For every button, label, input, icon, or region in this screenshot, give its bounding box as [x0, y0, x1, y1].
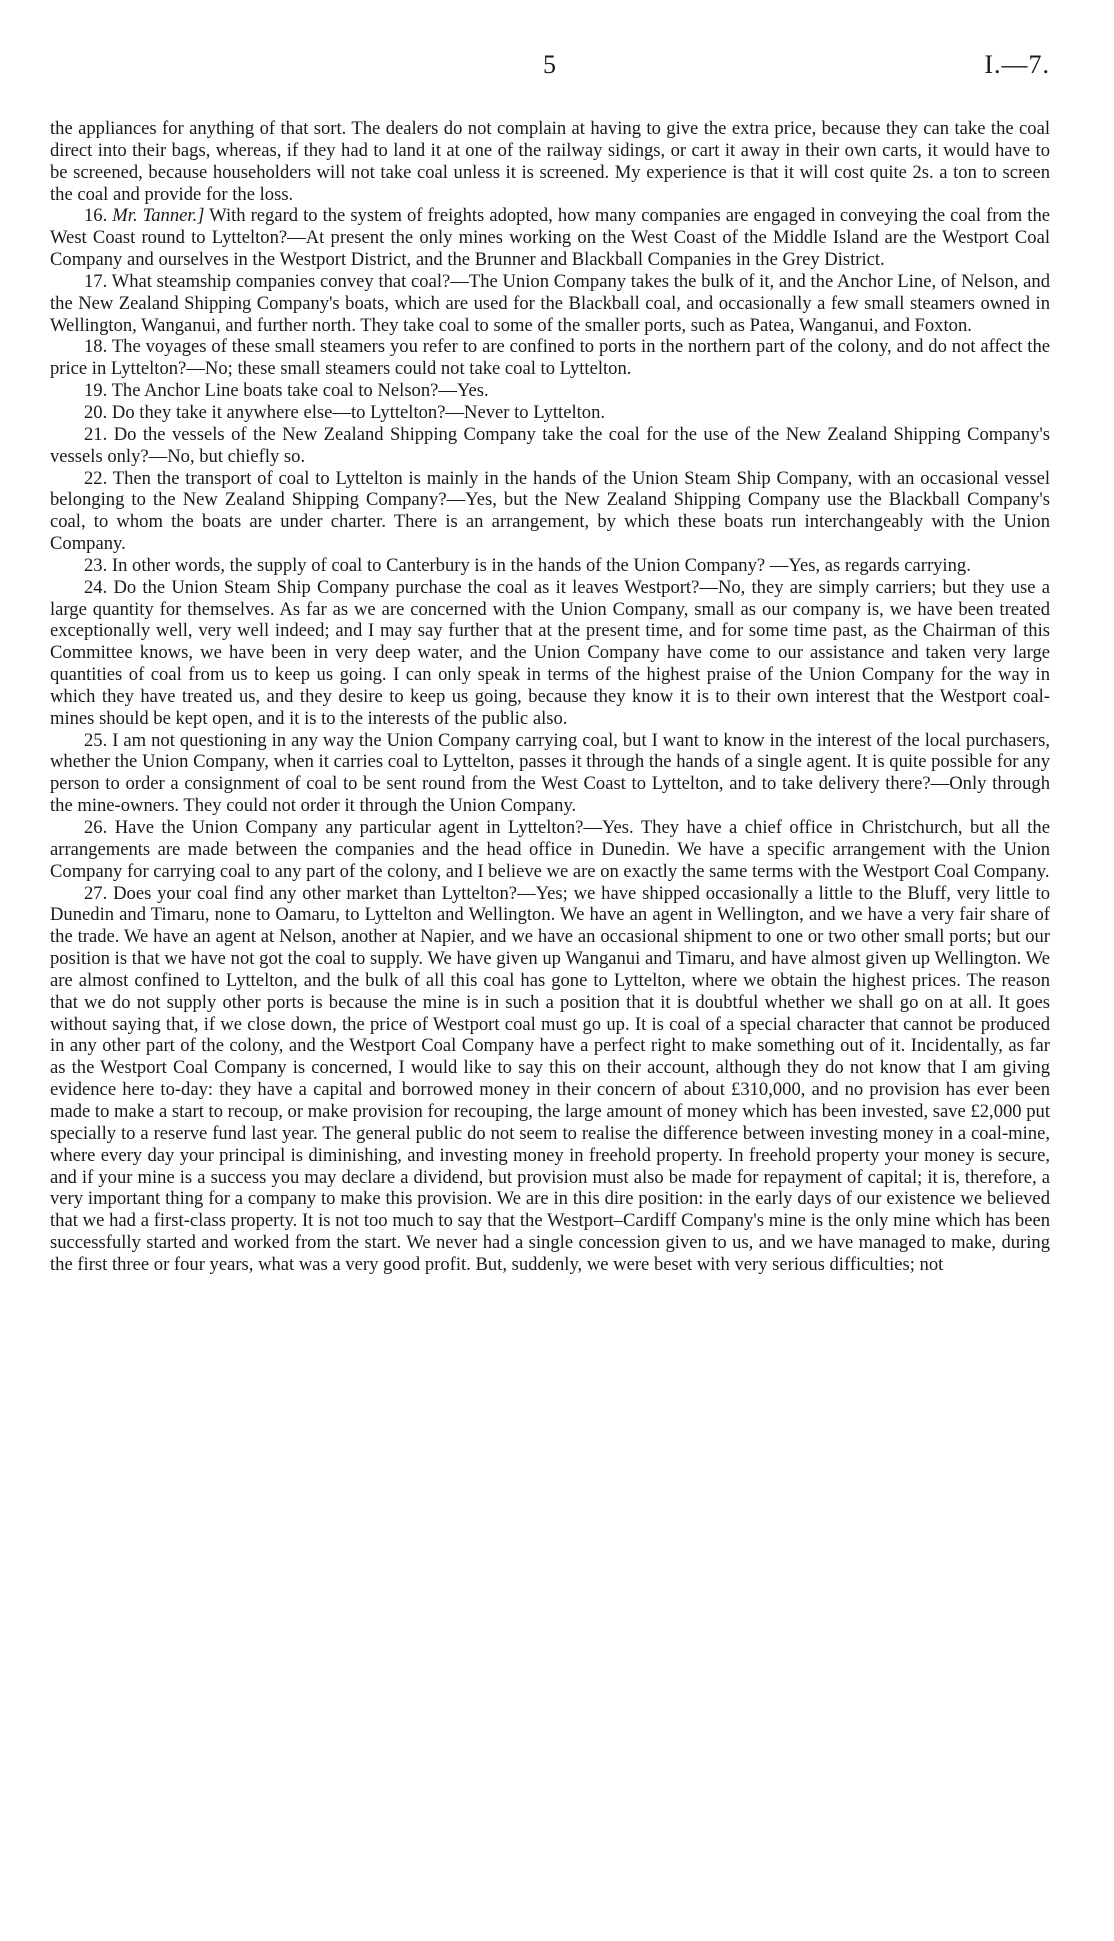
paragraph-continuation: the appliances for anything of that sort. The dealers do not complain at having to give the extra price, because they can take the coal direct into their bags, whereas, if they had to land it at one of the railway sidings, or cart it away in their own carts, it would have to be screened, because householders will not take coal unless it is screened. My experience is that it will cost quite 2s. a ton to screen the coal and provide for the loss. [50, 118, 1050, 205]
question-number: 26. [84, 817, 108, 838]
question-22: 22. Then the transport of coal to Lyttelton is mainly in the hands of the Union Steam Ship Company, with an occasional vessel belonging to the New Zealand Shipping Company?—Yes, but the New Zealand Shipping Company use the Blackball Company's coal, to whom the boats are under charter. There is an arrangement, by which these boats run interchangeably with the Union Company. [50, 467, 1050, 555]
question-number: 17. [84, 270, 108, 292]
question-23: 23. In other words, the supply of coal to Canterbury is in the hands of the Union Company? —Yes, as regards carrying. [84, 554, 971, 576]
question-number: 21. [84, 423, 108, 445]
question-number: 27. [84, 882, 108, 904]
question-27: 27. Does your coal find any other market than Lyttelton?—Yes; we have shipped occasionally a little to the Bluff, very little to Dunedin and Timaru, none to Oamaru, to Lyttelton and Wellington. We have an agent in Wellington, and we have a very fair share of the trade. We have an agent at Nelson, another at Napier, and we have an occasional shipment to one or two other small ports; but our position is that we have not got the coal to supply. We have given up Wanganui and Timaru, and have almost given up Wellington. We are almost confined to Lyttelton, and the bulk of all this coal has gone to Lyttelton, where we obtain the highest prices. The reason that we do not supply other ports is because the mine is in such a position that it is doubtful whether we shall go on at all. It goes without saying that, if we close down, the price of Westport coal must go up. It is coal of a special character that cannot be produced in any other part of the colony, and the Westport Coal Company have a perfect right to make something out of it. Incidentally, as far as the Westport Coal Company is concerned, I would like to say this on their account, although they do not know that I am giving evidence here to-day: they have a capital and borrowed money in their concern of about £310,000, and no provision has ever been made to make a start to recoup, or make provision for recouping, the large amount of money which has been invested, save £2,000 put specially to a reserve fund last year. The general public do not seem to realise the difference between investing money in a coal-mine, where every day your principal is diminishing, and investing money in freehold property. In freehold property your money is secure, and if your mine is a success you may declare a dividend, but provision must also be made for repayment of capital; it is, therefore, a very important thing for a company to make this provision. We are in this dire position: in the early days of our existence we believed that we had a first-class property. It is not too much to say that the Westport–Cardiff Company's mine is the only mine which has been successfully started and worked from the start. We never had a single concession given to us, and we have managed to make, during the first three or four years, what was a very good profit. But, suddenly, we were beset with very serious difficulties; not [50, 882, 1050, 1275]
question-21: 21. Do the vessels of the New Zealand Shipping Company take the coal for the use of the New Zealand Shipping Company's vessels only?—No, but chiefly so. [50, 423, 1051, 467]
question-20: 20. Do they take it anywhere else—to Lyttelton?—Never to Lyttelton. [84, 401, 606, 423]
question-number: 23. [84, 554, 108, 576]
page-number: 5 [543, 50, 557, 79]
question-number: 16. [84, 205, 108, 227]
page-header [50, 50, 1050, 90]
question-number: 20. [84, 401, 108, 423]
question-25: 25. I am not questioning in any way the Union Company carrying coal, but I want to know in the interest of the local purchasers, whether the Union Company, when it carries coal to Lyttelton, passes it through the hands of a single agent. It is quite possible for any person to order a consignment of coal to be sent round from the West Coast to Lyttelton, and to take delivery there?—Only through the mine-owners. They could not order it through the Union Company. [50, 729, 1050, 817]
testimony-body [50, 118, 1050, 1276]
question-18: 18. The voyages of these small steamers you refer to are confined to ports in the northern part of the colony, and do not affect the price in Lyttelton?—No; these small steamers could not take coal to Lyttelton. [50, 336, 1051, 380]
question-number: 18. [84, 336, 108, 358]
question-17: 17. What steamship companies convey that coal?—The Union Company takes the bulk of it, and the Anchor Line, of Nelson, and the New Zealand Shipping Company's boats, which are used for the Blackball coal, and occasionally a few small steamers owned in Wellington, Wanganui, and further north. They take coal to some of the smaller ports, such as Patea, Wanganui, and Foxton. [50, 270, 1050, 336]
question-24: 24. Do the Union Steam Ship Company purchase the coal as it leaves Westport?—No, they are simply carriers; but they use a large quantity for themselves. As far as we are concerned with the Union Company, small as our company is, we have been treated exceptionally well, very well indeed; and I may say further that at the present time, and for some time past, as the Chairman of this Committee knows, we have been in very deep water, and the Union Company have come to our assistance and taken very large quantities of coal from us to keep us going. I can only speak in terms of the highest praise of the Union Company for the way in which they have treated us, and they desire to keep us going, because they know it is to their own interest that the Westport coal-mines should be kept open, and it is to the interests of the public also. [50, 576, 1050, 729]
question-number: 19. [84, 380, 108, 402]
question-number: 25. [84, 729, 108, 751]
document-reference: I.—7. [984, 50, 1050, 79]
question-number: 22. [84, 467, 108, 489]
question-number: 24. [84, 576, 108, 598]
question-16: 16. Mr. Tanner.] With regard to the system of freights adopted, how many companies are engaged in conveying the coal from the West Coast round to Lyttelton?—At present the only mines working on the West Coast of the Middle Island are the Westport Coal Company and ourselves in the Westport District, and the Brunner and Blackball Companies in the Grey District. [50, 205, 1050, 271]
question-19: 19. The Anchor Line boats take coal to Nelson?—Yes. [84, 380, 489, 402]
speaker-name: Mr. Tanner.] [112, 205, 205, 227]
question-26: 26. Have the Union Company any particular agent in Lyttelton?—Yes. They have a chief office in Christchurch, but all the arrangements are made between the companies and the head office in Dunedin. We have a specific arrangement with the Union Company for carrying coal to any part of the colony, and I believe we are on exactly the same terms with the Westport Coal Company. [50, 817, 1050, 882]
